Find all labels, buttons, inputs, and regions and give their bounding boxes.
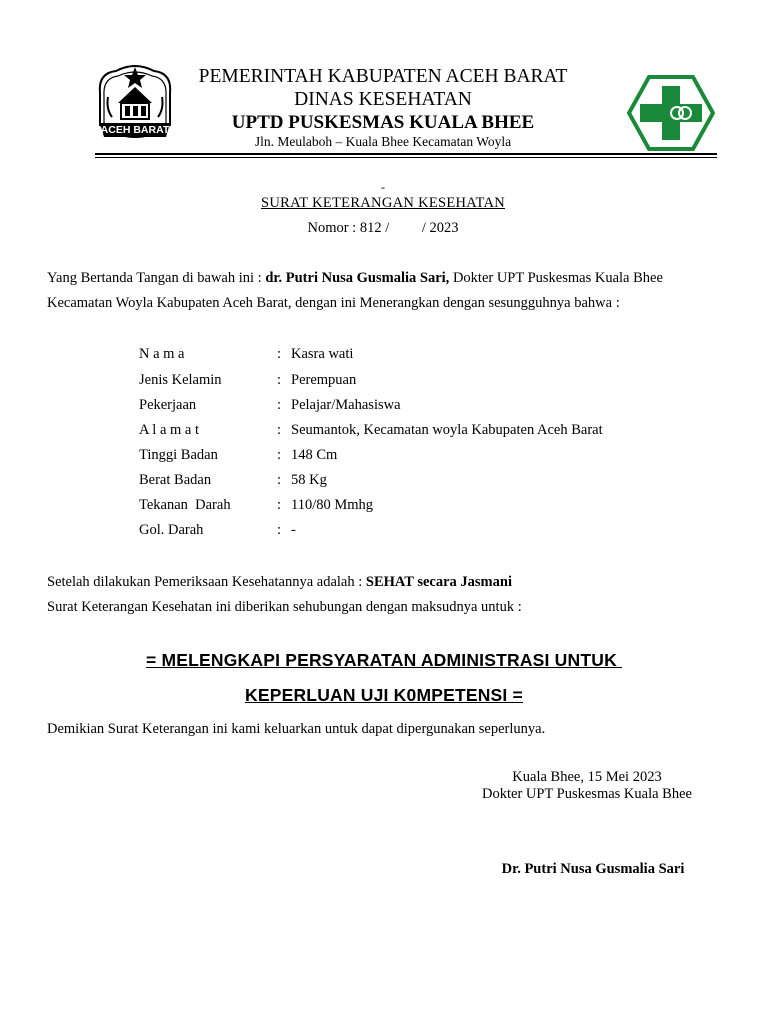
header-institution: UPTD PUSKESMAS KUALA BHEE <box>231 112 535 133</box>
field-separator: : <box>277 497 282 513</box>
header-government: PEMERINTAH KABUPATEN ACEH BARAT <box>198 66 568 87</box>
emblem-caption: ACEH BARAT <box>100 124 170 136</box>
field-label-address: A l a m a t <box>139 422 200 438</box>
field-label-occupation: Pekerjaan <box>139 397 197 413</box>
field-value-name: Kasra wati <box>291 346 354 362</box>
field-label-blood-pressure: Tekanan Darah <box>139 497 231 513</box>
field-label-gender: Jenis Kelamin <box>139 372 222 388</box>
closing-statement: Demikian Surat Keterangan ini kami keluarkan untuk dapat dipergunakan seperlunya. <box>47 721 546 737</box>
field-separator: : <box>277 422 282 438</box>
purpose-line-2: KEPERLUAN UJI K0MPETENSI = <box>245 685 523 705</box>
signature-place-date: Kuala Bhee, 15 Mei 2023 <box>512 769 662 785</box>
field-value-weight: 58 Kg <box>291 472 327 488</box>
field-value-occupation: Pelajar/Mahasiswa <box>291 397 401 413</box>
intro-prefix: Yang Bertanda Tangan di bawah ini : <box>47 270 266 286</box>
result-status: SEHAT secara Jasmani <box>365 574 512 590</box>
purpose-lead: Surat Keterangan Kesehatan ini diberikan sehubungan dengan maksudnya untuk : <box>47 599 522 615</box>
document-number: Nomor : 812 / / 2023 <box>307 220 459 236</box>
field-value-gender: Perempuan <box>291 372 357 388</box>
title-mark: - <box>381 180 385 194</box>
signature-name: Dr. Putri Nusa Gusmalia Sari <box>501 861 685 877</box>
examination-result <box>47 570 727 595</box>
field-separator: : <box>277 472 282 488</box>
field-separator: : <box>277 447 282 463</box>
field-separator: : <box>277 522 282 538</box>
field-label-blood-type: Gol. Darah <box>139 522 204 538</box>
intro-paragraph <box>47 266 727 316</box>
intro-signer: dr. Putri Nusa Gusmalia Sari, <box>265 270 450 286</box>
document-title: SURAT KETERANGAN KESEHATAN <box>260 195 505 211</box>
result-prefix: Setelah dilakukan Pemeriksaan Kesehatannya adalah : <box>47 574 366 590</box>
field-separator: : <box>277 346 282 362</box>
purpose-line-1: = MELENGKAPI PERSYARATAN ADMINISTRASI UNTUK <box>146 650 622 670</box>
intro-suffix: Dokter UPT Puskesmas Kuala Bhee Kecamatan Woyla Kabupaten Aceh Barat, dengan ini Menerangkan dengan sesungguhnya bahwa : <box>47 270 663 311</box>
header-address: Jln. Meulaboh – Kuala Bhee Kecamatan Woyla <box>254 134 512 149</box>
header-divider-thin <box>95 157 717 158</box>
field-label-name: N a m a <box>139 346 185 362</box>
field-label-weight: Berat Badan <box>139 472 212 488</box>
field-value-blood-type: - <box>291 522 296 538</box>
puskesmas-cross-logo-icon <box>627 75 715 151</box>
header-divider-thick <box>95 153 717 155</box>
field-separator: : <box>277 397 282 413</box>
field-value-blood-pressure: 110/80 Mmhg <box>291 497 374 513</box>
field-value-height: 148 Cm <box>291 447 338 463</box>
field-value-address: Seumantok, Kecamatan woyla Kabupaten Aceh Barat <box>291 422 603 438</box>
header-department: DINAS KESEHATAN <box>294 89 472 110</box>
field-separator: : <box>277 372 282 388</box>
signature-role: Dokter UPT Puskesmas Kuala Bhee <box>482 786 692 802</box>
field-label-height: Tinggi Badan <box>139 447 218 463</box>
